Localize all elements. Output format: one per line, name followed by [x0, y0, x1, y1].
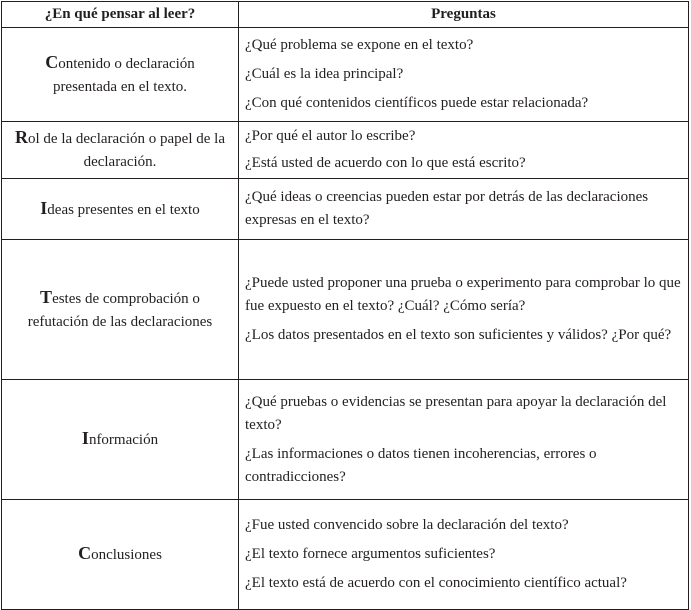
questions-cell: [239, 28, 689, 122]
aspect-initial: T: [40, 286, 53, 307]
table-row: [2, 122, 689, 179]
reading-questions-table: [1, 1, 689, 610]
aspect-initial: R: [15, 127, 28, 147]
header-col2: Preguntas: [239, 2, 689, 28]
questions-cell: [239, 179, 689, 240]
question: ¿El texto está de acuerdo con el conocimiento científico actual?: [245, 575, 627, 591]
aspect-cell: [2, 122, 239, 179]
aspect-cell: [2, 28, 239, 122]
table-row: [2, 179, 689, 240]
table-row: [2, 500, 689, 610]
questions-cell: [239, 500, 689, 610]
table-row: [2, 28, 689, 122]
question: ¿Qué pruebas o evidencias se presentan para apoyar la declaración del texto?: [245, 393, 667, 433]
question: ¿Fue usted convencido sobre la declaración del texto?: [245, 517, 569, 533]
question: ¿Por qué el autor lo escribe?: [245, 128, 416, 144]
question: ¿Los datos presentados en el texto son suficientes y válidos? ¿Por qué?: [245, 327, 672, 343]
aspect-cell: [2, 500, 239, 610]
questions-cell: [239, 240, 689, 380]
aspect-text: deas presentes en el texto: [47, 201, 200, 218]
question: ¿Con qué contenidos científicos puede estar relacionada?: [245, 95, 589, 111]
question: ¿Las informaciones o datos tienen incoherencias, errores o contradicciones?: [245, 445, 597, 485]
question: ¿Cuál es la idea principal?: [245, 66, 404, 82]
aspect-initial: C: [78, 543, 92, 563]
header-col1: ¿En qué pensar al leer?: [2, 2, 239, 28]
aspect-cell: [2, 240, 239, 380]
table-row: [2, 240, 689, 380]
aspect-text: nformación: [88, 432, 159, 448]
question: ¿El texto fornece argumentos suficientes?: [245, 546, 496, 562]
table-row: [2, 380, 689, 500]
aspect-cell: [2, 179, 239, 240]
aspect-text: ontenido o declaración presentada en el texto.: [52, 55, 195, 95]
questions-cell: [239, 122, 689, 179]
questions-cell: [239, 380, 689, 500]
aspect-text: estes de comprobación o refutación de las declaraciones: [27, 290, 213, 330]
aspect-cell: [2, 380, 239, 500]
question: ¿Qué problema se expone en el texto?: [245, 37, 474, 53]
question: ¿Puede usted proponer una prueba o experimento para comprobar lo que fue expuesto en el texto? ¿Cuál? ¿Cómo sería?: [245, 275, 681, 314]
aspect-initial: C: [45, 51, 59, 72]
question: ¿Qué ideas o creencias pueden estar por detrás de las declaraciones expresas en el texto?: [245, 189, 649, 228]
aspect-initial: I: [81, 428, 89, 448]
aspect-text: ol de la declaración o papel de la declaración.: [28, 131, 225, 170]
aspect-initial: I: [40, 197, 48, 218]
question: ¿Está usted de acuerdo con lo que está escrito?: [245, 155, 526, 171]
header-row: [2, 2, 689, 28]
aspect-text: onclusiones: [91, 547, 162, 563]
